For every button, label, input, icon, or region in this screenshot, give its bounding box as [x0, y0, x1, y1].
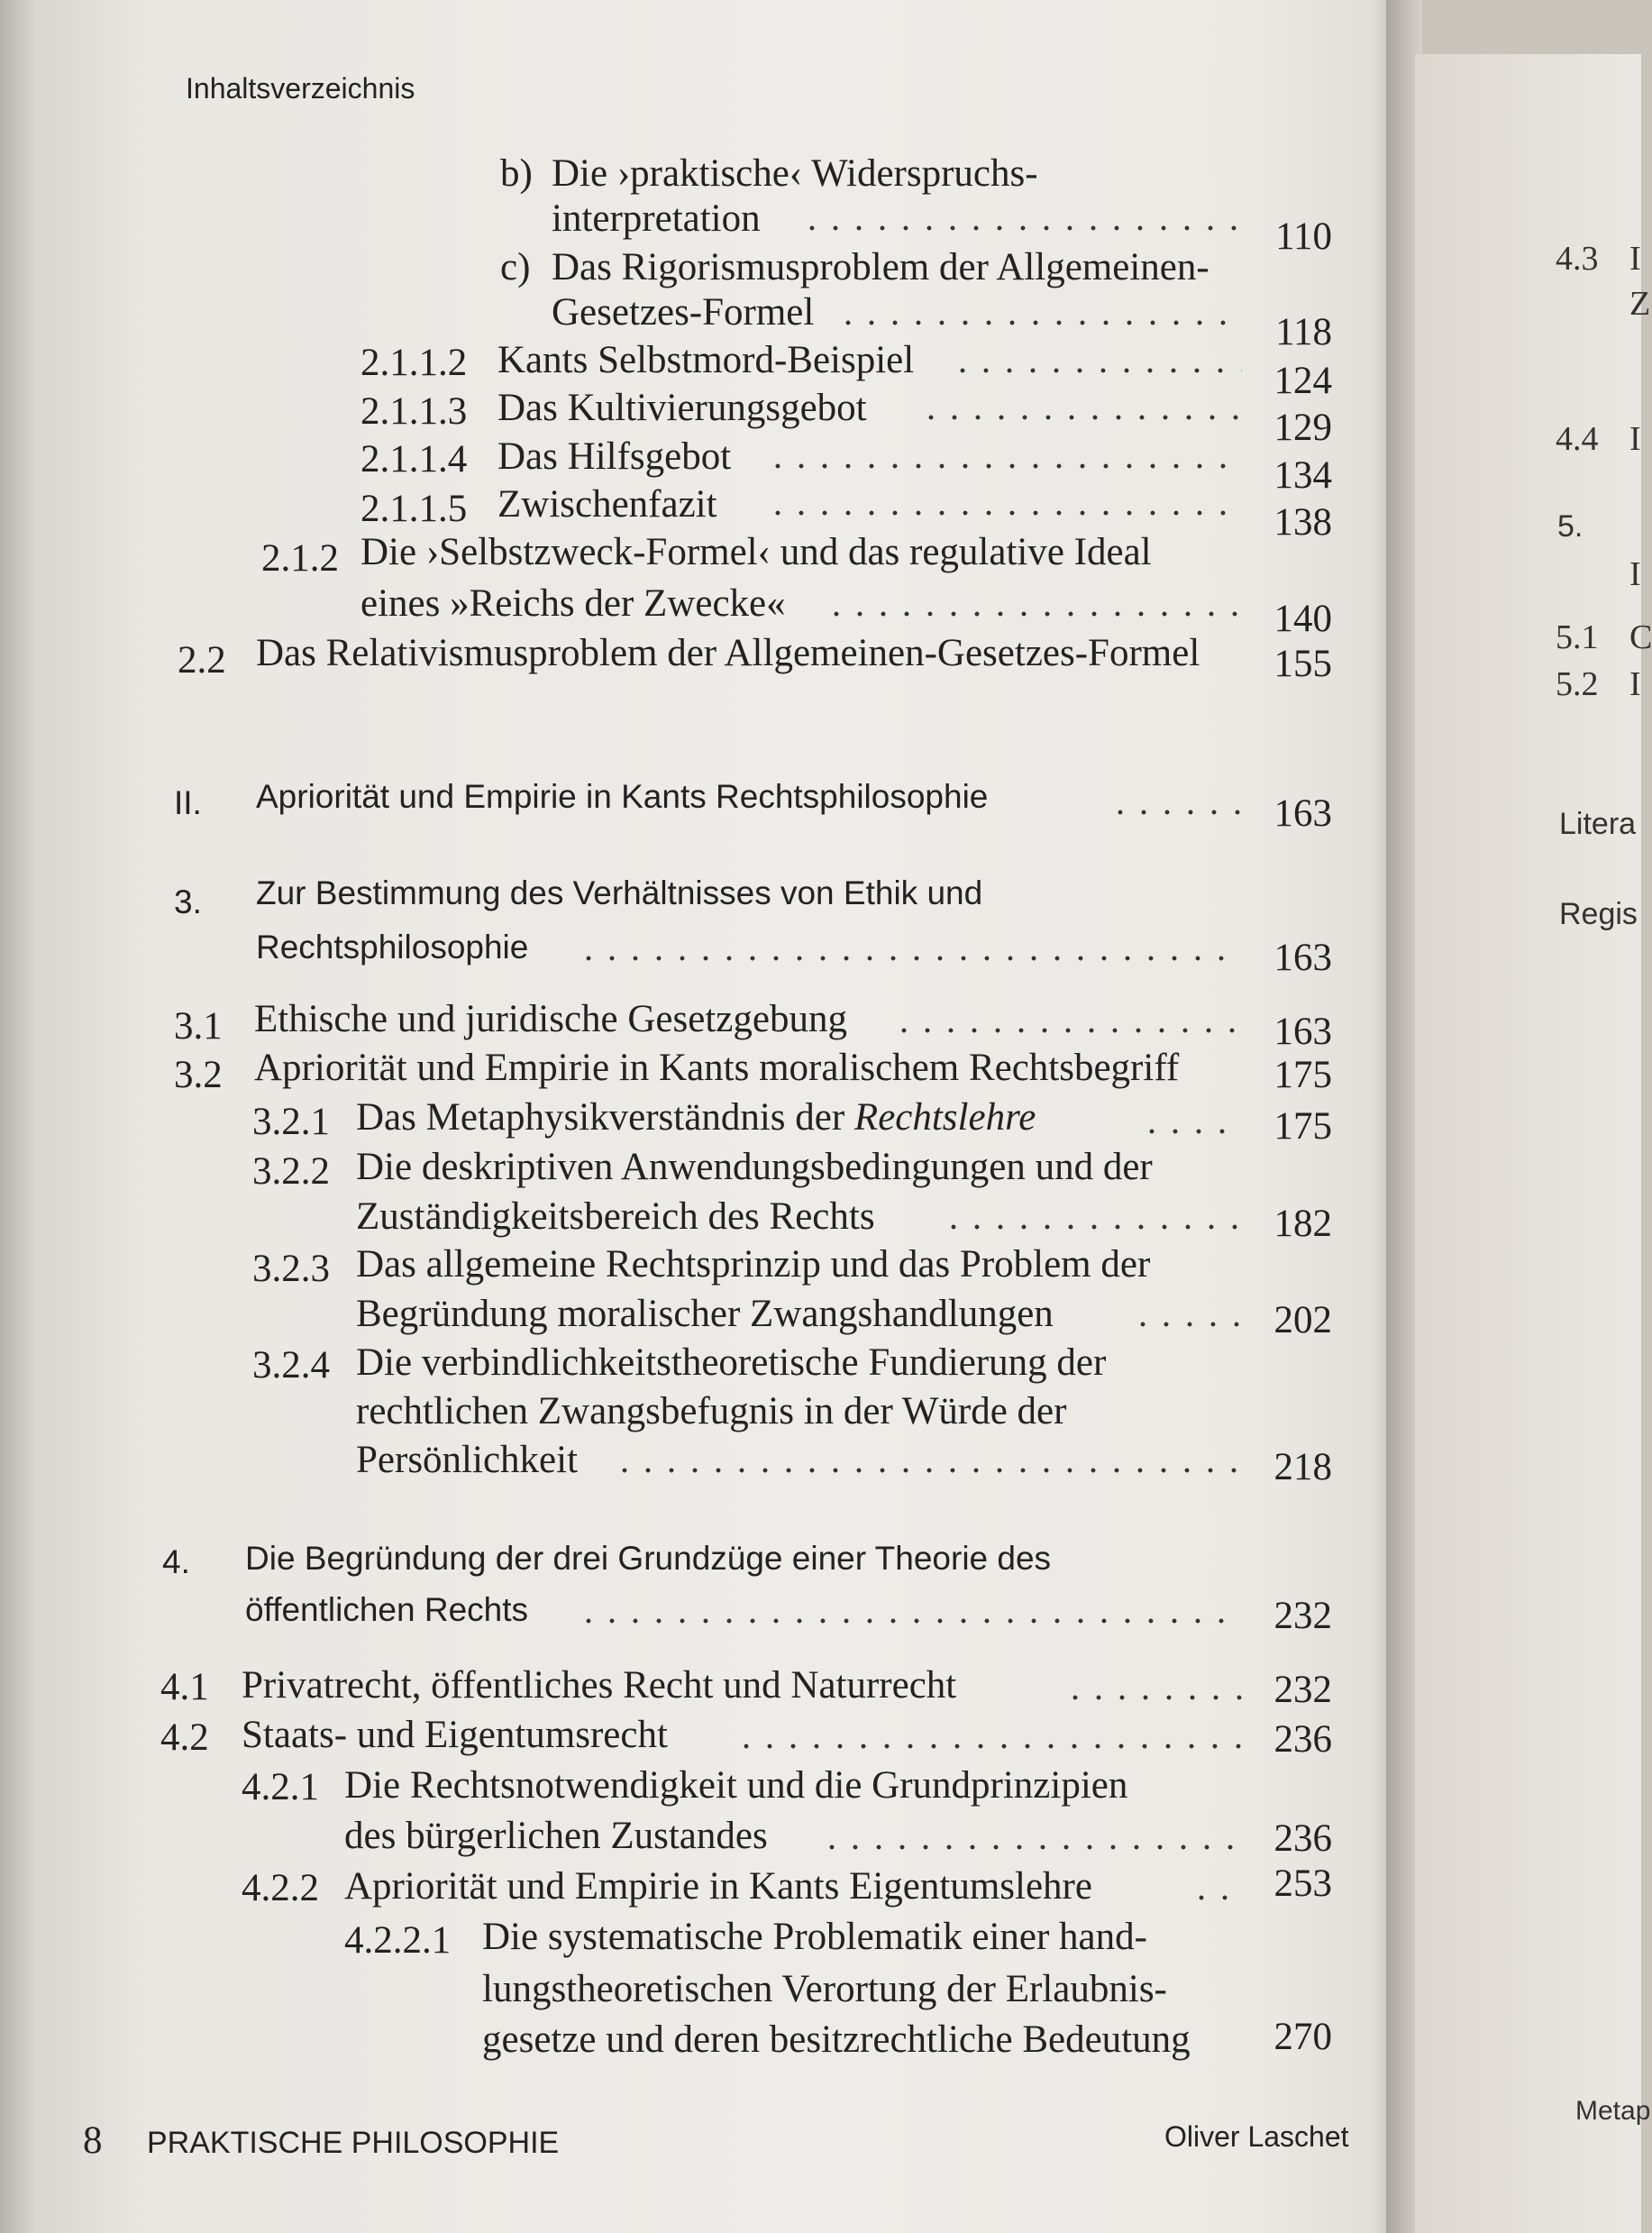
dot-leader — [577, 956, 1242, 961]
right-fragment: I — [1629, 665, 1641, 703]
toc-title: rechtlichen Zwangsbefugnis in der Würde der — [356, 1390, 1067, 1432]
toc-title: gesetze und deren besitzrechtliche Bedeutung — [482, 2018, 1191, 2061]
dot-leader — [766, 463, 1242, 469]
right-fragment: C — [1629, 618, 1652, 656]
toc-page: 202 — [1273, 1299, 1332, 1341]
toc-title: Das Rigorismusproblem der Allgemeinen- — [552, 246, 1209, 288]
toc-number: 3.2.4 — [252, 1344, 330, 1386]
dot-leader — [613, 1468, 1242, 1473]
toc-page: 236 — [1273, 1817, 1332, 1860]
right-page — [1415, 54, 1652, 2233]
toc-title: Staats- und Eigentumsrecht — [242, 1714, 668, 1756]
toc-number: 2.1.1.3 — [361, 390, 468, 433]
right-fragment: Z — [1629, 285, 1651, 323]
dot-leader — [577, 1618, 1242, 1624]
toc-title-italic: Rechtslehre — [853, 1096, 1036, 1139]
dot-leader — [1109, 810, 1242, 815]
toc-page: 140 — [1273, 598, 1332, 640]
toc-page: 129 — [1273, 407, 1332, 449]
toc-title: Die deskriptiven Anwendungsbedingungen und der — [356, 1146, 1153, 1188]
toc-title: Das Relativismusproblem der Allgemeinen-Gesetzes-Formel — [256, 632, 1200, 674]
footer-series: PRAKTISCHE PHILOSOPHIE — [147, 2126, 560, 2160]
toc-number: 2.2 — [178, 639, 226, 682]
toc-chapter-number: 4. — [162, 1543, 190, 1580]
dot-leader — [825, 611, 1242, 617]
toc-number: c) — [500, 246, 531, 288]
toc-number: 4.2.2 — [242, 1867, 319, 1909]
dot-leader — [820, 1844, 1242, 1850]
footer-page-number: 8 — [83, 2119, 103, 2162]
toc-title: interpretation — [552, 197, 761, 240]
toc-page: 163 — [1273, 937, 1332, 979]
toc-title: des bürgerlichen Zustandes — [344, 1815, 768, 1857]
dot-leader — [951, 368, 1242, 373]
toc-page: 118 — [1275, 311, 1332, 353]
toc-title: lungstheoretischen Verortung der Erlaubnis- — [482, 1968, 1167, 2010]
right-fragment: I — [1629, 555, 1641, 593]
toc-page: 124 — [1273, 360, 1332, 402]
toc-page: 138 — [1273, 501, 1332, 544]
toc-title: Die ›Selbstzweck-Formel‹ und das regulative Ideal — [361, 531, 1152, 573]
toc-number: 3.2 — [174, 1054, 223, 1096]
toc-title: Die Rechtsnotwendigkeit und die Grundprinzipien — [344, 1764, 1128, 1807]
toc-title: Die verbindlichkeitstheoretische Fundierung der — [356, 1341, 1107, 1384]
right-item: 5.1 — [1556, 618, 1599, 656]
right-item: Litera — [1559, 807, 1637, 841]
dot-leader — [942, 1224, 1242, 1230]
toc-number: 4.2.2.1 — [344, 1919, 452, 1962]
toc-page: 182 — [1273, 1203, 1332, 1245]
toc-number: 4.2.1 — [242, 1766, 319, 1808]
toc-title: eines »Reichs der Zwecke« — [361, 582, 786, 625]
toc-title: Ethische und juridische Gesetzgebung — [254, 998, 847, 1040]
toc-title: Kants Selbstmord-Beispiel — [497, 339, 915, 381]
toc-number: 4.2 — [160, 1716, 209, 1759]
toc-page: 163 — [1273, 792, 1332, 835]
dot-leader — [735, 1743, 1242, 1749]
toc-number: 2.1.1.2 — [361, 342, 468, 384]
toc-page: 110 — [1275, 215, 1332, 258]
toc-title-text: Das Metaphysikverständnis der — [356, 1096, 854, 1139]
toc-title: Zwischenfazit — [497, 483, 717, 526]
dot-leader — [1131, 1322, 1242, 1327]
toc-title: Begründung moralischer Zwangshandlungen — [356, 1293, 1054, 1335]
toc-page: 236 — [1273, 1718, 1332, 1761]
toc-page: 232 — [1273, 1669, 1332, 1711]
toc-title: Apriorität und Empirie in Kants Eigentumslehre — [344, 1865, 1092, 1908]
toc-part-title: Apriorität und Empirie in Kants Rechtsphilosophie — [256, 778, 989, 815]
toc-page: 163 — [1273, 1011, 1332, 1053]
toc-title: Apriorität und Empirie in Kants moralischem Rechtsbegriff — [254, 1047, 1180, 1089]
toc-chapter-title: Die Begründung der drei Grundzüge einer Theorie des — [245, 1540, 1052, 1577]
dot-leader — [836, 320, 1242, 325]
dot-leader — [919, 415, 1242, 420]
toc-page: 134 — [1273, 454, 1332, 497]
toc-number: 2.1.1.5 — [361, 488, 468, 530]
dot-leader — [892, 1028, 1242, 1033]
toc-page: 155 — [1273, 643, 1332, 685]
toc-chapter-title: Rechtsphilosophie — [256, 929, 529, 965]
toc-page: 218 — [1273, 1446, 1332, 1488]
toc-title — [356, 1095, 1036, 1139]
toc-chapter-number: 3. — [174, 883, 202, 920]
toc-page: 175 — [1273, 1054, 1332, 1096]
right-fragment: I — [1629, 240, 1641, 278]
toc-title: Das Kultivierungsgebot — [497, 387, 867, 429]
toc-chapter-title: öffentlichen Rechts — [245, 1591, 529, 1628]
right-item: 4.3 — [1556, 240, 1599, 278]
toc-title: Privatrecht, öffentliches Recht und Naturrecht — [242, 1664, 957, 1707]
footer-author: Oliver Laschet — [1164, 2120, 1349, 2153]
toc-number: 2.1.1.4 — [361, 438, 468, 480]
right-fragment: I — [1629, 420, 1641, 458]
dot-leader — [1063, 1695, 1242, 1700]
toc-number: b) — [500, 152, 533, 195]
toc-number: 2.1.2 — [261, 537, 339, 580]
toc-number: 3.2.3 — [252, 1248, 330, 1290]
toc-title: Die ›praktische‹ Widerspruchs- — [552, 152, 1038, 195]
toc-chapter-title: Zur Bestimmung des Verhältnisses von Ethik und — [256, 874, 983, 911]
toc-title: Persönlichkeit — [356, 1439, 579, 1481]
toc-page: 253 — [1273, 1862, 1332, 1905]
dot-leader — [766, 510, 1242, 516]
dot-leader — [800, 225, 1242, 231]
toc-title: Das Hilfsgebot — [497, 435, 732, 478]
right-item: 4.4 — [1556, 420, 1599, 458]
toc-page: 232 — [1273, 1595, 1332, 1637]
toc-number: 3.2.1 — [252, 1101, 330, 1143]
right-item: Metap — [1575, 2096, 1651, 2126]
toc-page: 270 — [1273, 2016, 1332, 2058]
toc-page: 175 — [1273, 1105, 1332, 1148]
toc-title: Zuständigkeitsbereich des Rechts — [356, 1195, 875, 1238]
right-item: 5. — [1557, 509, 1584, 544]
toc-title: Die systematische Problematik einer hand- — [482, 1916, 1147, 1958]
right-item: Regis — [1559, 897, 1638, 931]
right-item: 5.2 — [1556, 665, 1599, 703]
toc-title: Das allgemeine Rechtsprinzip und das Problem der — [356, 1243, 1151, 1286]
toc-part-number: II. — [174, 784, 202, 821]
running-header: Inhaltsverzeichnis — [186, 72, 415, 105]
toc-number: 3.1 — [174, 1005, 223, 1048]
toc-number: 4.1 — [160, 1666, 209, 1708]
toc-title: Gesetzes-Formel — [552, 291, 815, 334]
toc-number: 3.2.2 — [252, 1150, 330, 1193]
dot-leader — [1140, 1129, 1242, 1134]
